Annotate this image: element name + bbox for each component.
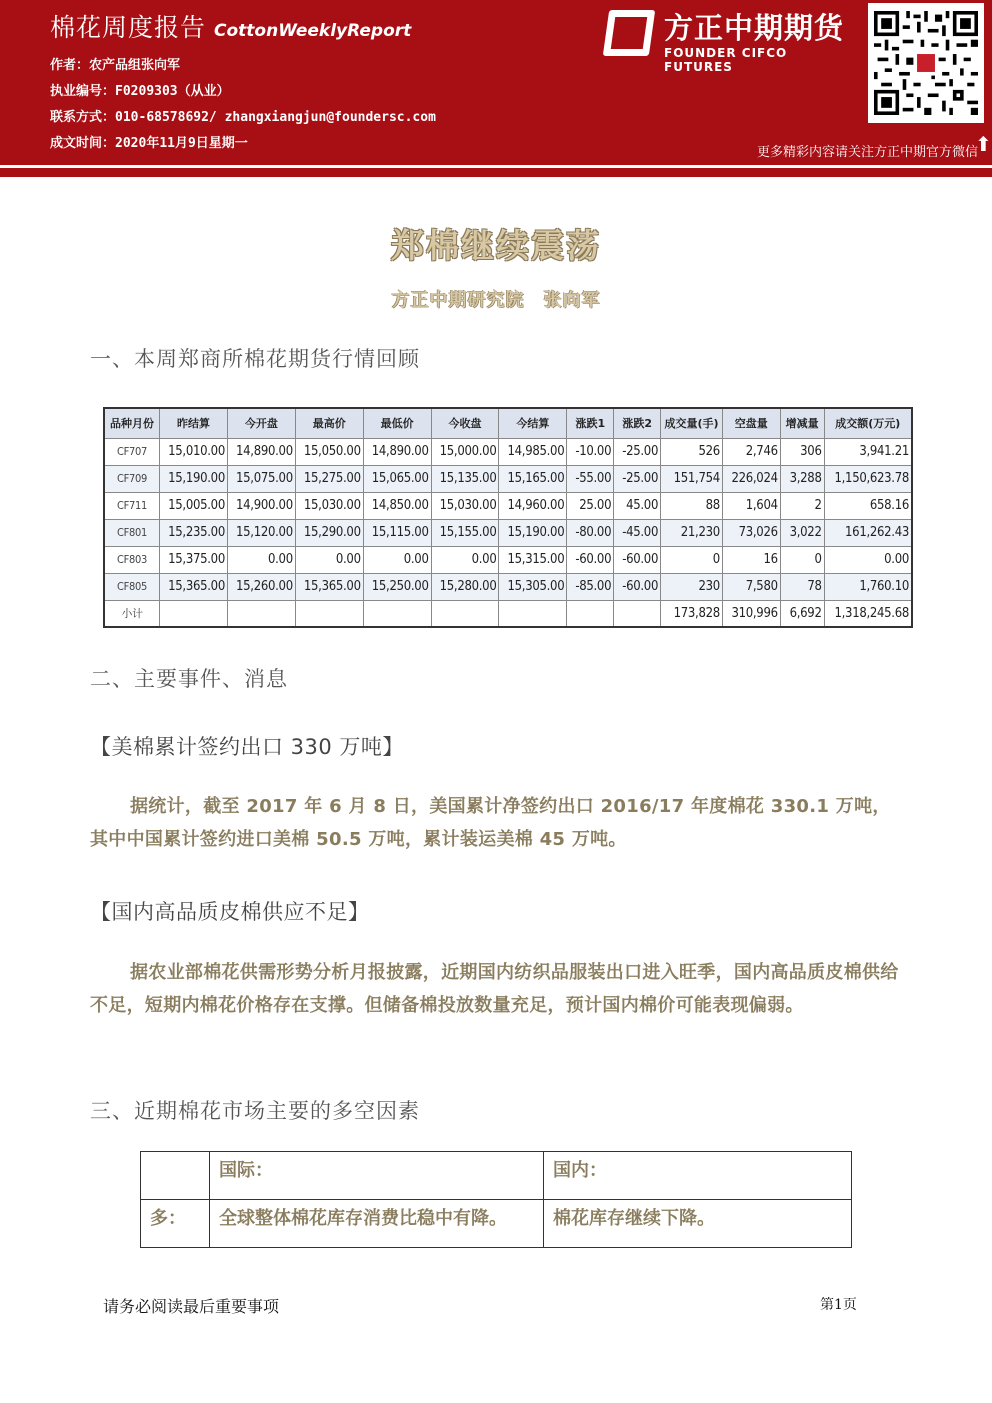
table-row xyxy=(104,519,912,546)
table-cell: -60.00 xyxy=(567,546,614,573)
table-cell: 14,890.00 xyxy=(227,438,295,465)
table-cell xyxy=(499,600,567,627)
table-cell: 15,315.00 xyxy=(499,546,567,573)
table-cell xyxy=(295,600,363,627)
table-header-cell: 今开盘 xyxy=(227,408,295,438)
meta-contact-key: 联系方式： xyxy=(50,110,116,125)
footer-disclaimer-note: 请务必阅读最后重要事项 xyxy=(103,1297,280,1316)
report-title-cn: 棉花周度报告 xyxy=(50,13,207,42)
report-title-en: CottonWeeklyReport xyxy=(214,21,412,41)
factors-header-international: 国际： xyxy=(210,1152,544,1200)
table-cell: 15,375.00 xyxy=(160,546,228,573)
factors-row-bullish xyxy=(141,1200,852,1248)
founder-logo-mark-icon xyxy=(603,10,655,56)
table-cell xyxy=(227,600,295,627)
table-header-cell: 品种月份 xyxy=(104,408,160,438)
logo-text-cn: 方正中期期货 xyxy=(664,11,845,45)
table-cell: 1,760.10 xyxy=(824,573,912,600)
table-cell xyxy=(363,600,431,627)
table-cell: -10.00 xyxy=(567,438,614,465)
section-heading-market-review: 一、本周郑商所棉花期货行情回顾 xyxy=(90,347,420,371)
meta-author-key: 作者： xyxy=(50,58,90,73)
table-cell: 15,010.00 xyxy=(160,438,228,465)
meta-author xyxy=(50,54,180,73)
table-cell: 1,318,245.68 xyxy=(824,600,912,627)
table-cell: 306 xyxy=(780,438,824,465)
table-header-cell: 成交量(手) xyxy=(661,408,723,438)
news-body-domestic-supply: 据农业部棉花供需形势分析月报披露，近期国内纺织品服装出口进入旺季，国内高品质皮棉供给不足，短期内棉花价格存在支撑。但储备棉投放数量充足，预计国内棉价可能表现偏弱。 xyxy=(90,962,899,1016)
company-logo xyxy=(600,6,860,74)
table-cell: 15,280.00 xyxy=(431,573,499,600)
table-header-cell: 今结算 xyxy=(499,408,567,438)
document-title: 郑棉继续震荡 xyxy=(391,226,601,265)
factors-cell-domestic: 棉花库存继续下降。 xyxy=(544,1200,852,1248)
table-header-cell: 成交额(万元) xyxy=(824,408,912,438)
table-row xyxy=(104,573,912,600)
table-cell: 0.00 xyxy=(227,546,295,573)
table-cell: 0 xyxy=(661,546,723,573)
factors-header-row xyxy=(141,1152,852,1200)
table-cell: 15,365.00 xyxy=(160,573,228,600)
news-body-us-cotton-exports: 据统计，截至 2017 年 6 月 8 日，美国累计净签约出口 2016/17 年度棉花 330.1 万吨，其中中国累计签约进口美棉 50.5 万吨，累计装运美棉 45 万吨。 xyxy=(90,796,891,850)
meta-contact-value[interactable]: 010-68578692/ zhangxiangjun@foundersc.com xyxy=(115,110,436,125)
table-cell: 3,941.21 xyxy=(824,438,912,465)
table-cell: 15,190.00 xyxy=(499,519,567,546)
table-header-cell: 增减量 xyxy=(780,408,824,438)
report-header xyxy=(0,0,992,165)
meta-date xyxy=(50,132,248,151)
news-heading-us-cotton-exports: 【美棉累计签约出口 330 万吨】 xyxy=(90,735,404,759)
table-cell-contract: CF707 xyxy=(104,438,160,465)
table-cell: 161,262.43 xyxy=(824,519,912,546)
table-cell-contract: CF803 xyxy=(104,546,160,573)
table-cell: 0.00 xyxy=(431,546,499,573)
table-header-cell: 昨结算 xyxy=(160,408,228,438)
table-cell: -85.00 xyxy=(567,573,614,600)
table-header-cell: 今收盘 xyxy=(431,408,499,438)
table-cell: -25.00 xyxy=(614,438,661,465)
table-cell: 226,024 xyxy=(722,465,780,492)
table-cell: 88 xyxy=(661,492,723,519)
table-row xyxy=(104,492,912,519)
table-cell: 230 xyxy=(661,573,723,600)
table-cell: 15,005.00 xyxy=(160,492,228,519)
news-heading-domestic-supply: 【国内高品质皮棉供应不足】 xyxy=(90,900,370,924)
meta-author-value: 农产品组张向军 xyxy=(89,58,181,73)
header-divider xyxy=(0,165,992,177)
table-cell-contract: CF711 xyxy=(104,492,160,519)
meta-date-key: 成文时间： xyxy=(50,136,116,151)
table-cell-contract: CF801 xyxy=(104,519,160,546)
table-cell: 15,155.00 xyxy=(431,519,499,546)
table-cell xyxy=(431,600,499,627)
table-cell: 0.00 xyxy=(363,546,431,573)
table-cell: 0.00 xyxy=(824,546,912,573)
table-cell: 45.00 xyxy=(614,492,661,519)
table-cell: -45.00 xyxy=(614,519,661,546)
table-cell xyxy=(567,600,614,627)
table-cell: 173,828 xyxy=(661,600,723,627)
meta-license-value: F0209303（从业） xyxy=(115,84,230,99)
factors-table xyxy=(140,1151,852,1248)
table-cell: 14,900.00 xyxy=(227,492,295,519)
table-cell: 15,250.00 xyxy=(363,573,431,600)
table-cell: 15,235.00 xyxy=(160,519,228,546)
table-row xyxy=(104,465,912,492)
logo-text-en: FOUNDER CIFCO FUTURES xyxy=(664,46,788,74)
table-cell: 151,754 xyxy=(661,465,723,492)
futures-price-table xyxy=(103,407,913,628)
table-cell: 658.16 xyxy=(824,492,912,519)
table-cell: 3,288 xyxy=(780,465,824,492)
table-cell: 0.00 xyxy=(295,546,363,573)
table-cell: 15,260.00 xyxy=(227,573,295,600)
table-cell: 1,150,623.78 xyxy=(824,465,912,492)
section-heading-events: 二、主要事件、消息 xyxy=(90,667,288,691)
meta-license-key: 执业编号： xyxy=(50,84,116,99)
table-cell: 15,115.00 xyxy=(363,519,431,546)
factors-header-domestic: 国内： xyxy=(544,1152,852,1200)
table-cell: 2,746 xyxy=(722,438,780,465)
table-cell: 21,230 xyxy=(661,519,723,546)
footer-page-number: 第1页 xyxy=(820,1297,857,1313)
table-header-cell: 最低价 xyxy=(363,408,431,438)
table-cell: 15,030.00 xyxy=(295,492,363,519)
table-cell: 73,026 xyxy=(722,519,780,546)
table-cell: 14,985.00 xyxy=(499,438,567,465)
table-row xyxy=(104,600,912,627)
table-cell: 15,075.00 xyxy=(227,465,295,492)
qr-code-icon xyxy=(868,3,984,123)
table-cell: 6,692 xyxy=(780,600,824,627)
table-cell: 7,580 xyxy=(722,573,780,600)
factors-corner-cell xyxy=(141,1152,210,1200)
table-header-cell: 最高价 xyxy=(295,408,363,438)
table-cell: 526 xyxy=(661,438,723,465)
table-cell: 15,290.00 xyxy=(295,519,363,546)
table-cell: -25.00 xyxy=(614,465,661,492)
table-cell xyxy=(614,600,661,627)
table-header-cell: 涨跌1 xyxy=(567,408,614,438)
factors-cell-international: 全球整体棉花库存消费比稳中有降。 xyxy=(210,1200,544,1248)
table-cell: -80.00 xyxy=(567,519,614,546)
table-cell: 15,190.00 xyxy=(160,465,228,492)
meta-contact xyxy=(50,106,436,125)
table-cell: 15,120.00 xyxy=(227,519,295,546)
table-cell-contract: CF805 xyxy=(104,573,160,600)
table-cell: 0 xyxy=(780,546,824,573)
table-cell: -55.00 xyxy=(567,465,614,492)
table-header-cell: 涨跌2 xyxy=(614,408,661,438)
report-title xyxy=(50,8,411,44)
table-cell: 14,850.00 xyxy=(363,492,431,519)
table-cell: 3,022 xyxy=(780,519,824,546)
table-cell: 16 xyxy=(722,546,780,573)
table-header-cell: 空盘量 xyxy=(722,408,780,438)
table-header-row xyxy=(104,408,912,438)
table-cell: 15,030.00 xyxy=(431,492,499,519)
table-row xyxy=(104,546,912,573)
table-cell: 15,305.00 xyxy=(499,573,567,600)
document-byline: 方正中期研究院 张向军 xyxy=(391,290,601,311)
meta-license xyxy=(50,80,230,99)
table-cell: 15,065.00 xyxy=(363,465,431,492)
table-cell: 15,000.00 xyxy=(431,438,499,465)
qr-code-graphic xyxy=(874,9,978,117)
table-cell: 15,365.00 xyxy=(295,573,363,600)
table-cell: 15,165.00 xyxy=(499,465,567,492)
table-cell: 310,996 xyxy=(722,600,780,627)
table-cell: 14,890.00 xyxy=(363,438,431,465)
up-arrow-icon: ⬆ xyxy=(975,132,992,156)
table-cell xyxy=(160,600,228,627)
table-cell: 14,960.00 xyxy=(499,492,567,519)
table-cell: -60.00 xyxy=(614,546,661,573)
table-cell-contract: 小计 xyxy=(104,600,160,627)
table-cell: 15,275.00 xyxy=(295,465,363,492)
table-cell: 15,135.00 xyxy=(431,465,499,492)
factors-row-label: 多： xyxy=(141,1200,210,1248)
table-cell-contract: CF709 xyxy=(104,465,160,492)
table-cell: 15,050.00 xyxy=(295,438,363,465)
table-cell: 1,604 xyxy=(722,492,780,519)
section-heading-factors: 三、近期棉花市场主要的多空因素 xyxy=(90,1099,420,1123)
table-cell: 78 xyxy=(780,573,824,600)
table-cell: -60.00 xyxy=(614,573,661,600)
follow-wechat-text: 更多精彩内容请关注方正中期官方微信 xyxy=(756,145,978,160)
table-row xyxy=(104,438,912,465)
table-cell: 25.00 xyxy=(567,492,614,519)
table-cell: 2 xyxy=(780,492,824,519)
meta-date-value: 2020年11月9日星期一 xyxy=(115,136,248,151)
